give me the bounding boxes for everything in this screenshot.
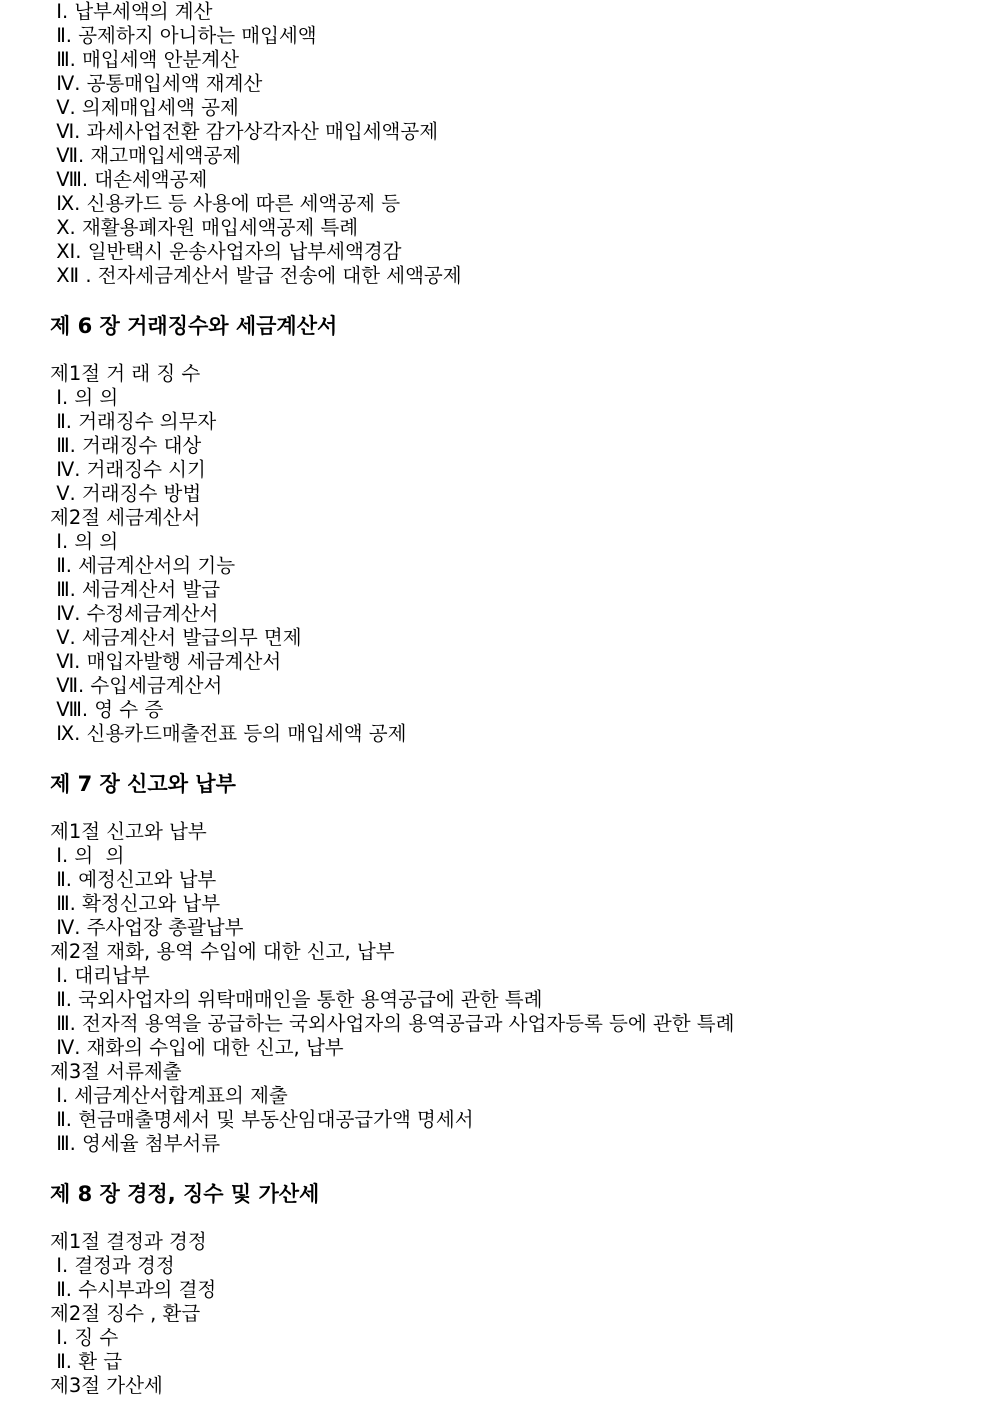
list-item: Ⅰ. 결정과 경정 <box>50 1254 175 1277</box>
section-heading: 제3절 가산세 <box>50 1374 163 1397</box>
list-item: Ⅱ. 수시부과의 결정 <box>50 1278 217 1301</box>
list-item: Ⅱ. 환 급 <box>50 1350 123 1373</box>
list-item: Ⅷ. 대손세액공제 <box>50 168 208 191</box>
list-item: Ⅲ. 전자적 용역을 공급하는 국외사업자의 용역공급과 사업자등록 등에 관한 특례 <box>50 1012 735 1035</box>
list-item: Ⅰ. 세금계산서합계표의 제출 <box>50 1084 288 1107</box>
section-heading: 제2절 징수 , 환급 <box>50 1302 201 1325</box>
list-item: Ⅴ. 거래징수 방법 <box>50 482 202 505</box>
section-heading: 제1절 신고와 납부 <box>50 820 207 843</box>
list-item: Ⅰ. 징 수 <box>50 1326 119 1349</box>
list-item: Ⅳ. 거래징수 시기 <box>50 458 206 481</box>
list-item: Ⅹ. 재활용폐자원 매입세액공제 특례 <box>50 216 359 239</box>
list-item: Ⅲ. 세금계산서 발급 <box>50 578 221 601</box>
chapter-6-section <box>50 313 970 746</box>
list-item: Ⅳ. 공통매입세액 재계산 <box>50 72 263 95</box>
section-heading: 제1절 거 래 징 수 <box>50 362 201 385</box>
list-item: Ⅰ. 의 의 <box>50 844 125 867</box>
chapter-7-section <box>50 771 970 1156</box>
list-item: Ⅵ. 과세사업전환 감가상각자산 매입세액공제 <box>50 120 439 143</box>
list-item: Ⅱ. 현금매출명세서 및 부동산임대공급가액 명세서 <box>50 1108 474 1131</box>
chapter-8-heading: 제 8 장 경정, 징수 및 가산세 <box>50 1182 320 1206</box>
list-item: Ⅷ. 영 수 증 <box>50 698 164 721</box>
list-item: Ⅸ. 신용카드매출전표 등의 매입세액 공제 <box>50 722 407 745</box>
table-of-contents <box>50 0 970 1398</box>
chapter-7-heading: 제 7 장 신고와 납부 <box>50 772 236 796</box>
list-item: Ⅴ. 의제매입세액 공제 <box>50 96 239 119</box>
list-item: Ⅲ. 영세율 첨부서류 <box>50 1132 221 1155</box>
list-item: Ⅰ. 의 의 <box>50 530 119 553</box>
chapter-6-heading: 제 6 장 거래징수와 세금계산서 <box>50 314 338 338</box>
list-item: Ⅰ. 대리납부 <box>50 964 150 987</box>
list-item: Ⅲ. 거래징수 대상 <box>50 434 202 457</box>
list-item: Ⅶ. 재고매입세액공제 <box>50 144 242 167</box>
list-item: Ⅶ. 수입세금계산서 <box>50 674 223 697</box>
section-heading: 제1절 결정과 경정 <box>50 1230 207 1253</box>
list-item: Ⅱ. 국외사업자의 위탁매매인을 통한 용역공급에 관한 특례 <box>50 988 543 1011</box>
list-item: Ⅳ. 수정세금계산서 <box>50 602 219 625</box>
list-item: Ⅰ. 납부세액의 계산 <box>50 0 213 23</box>
list-item: Ⅱ. 거래징수 의무자 <box>50 410 217 433</box>
list-item: Ⅸ. 신용카드 등 사용에 따른 세액공제 등 <box>50 192 401 215</box>
chapter-8-section <box>50 1181 970 1398</box>
list-item: ⅩⅠ. 일반택시 운송사업자의 납부세액경감 <box>50 240 402 263</box>
list-item: Ⅵ. 매입자발행 세금계산서 <box>50 650 282 673</box>
section-heading: 제3절 서류제출 <box>50 1060 182 1083</box>
list-item: Ⅴ. 세금계산서 발급의무 면제 <box>50 626 302 649</box>
list-item: Ⅱ. 예정신고와 납부 <box>50 868 217 891</box>
list-item: Ⅲ. 확정신고와 납부 <box>50 892 221 915</box>
list-item: Ⅱ. 세금계산서의 기능 <box>50 554 236 577</box>
list-item: Ⅱ. 공제하지 아니하는 매입세액 <box>50 24 317 47</box>
list-item: ⅩⅡ . 전자세금계산서 발급 전송에 대한 세액공제 <box>50 264 462 287</box>
list-item: Ⅲ. 매입세액 안분계산 <box>50 48 239 71</box>
list-item: Ⅳ. 주사업장 총괄납부 <box>50 916 244 939</box>
section-heading: 제2절 세금계산서 <box>50 506 201 529</box>
section-heading: 제2절 재화, 용역 수입에 대한 신고, 납부 <box>50 940 395 963</box>
list-item: Ⅰ. 의 의 <box>50 386 119 409</box>
top-item-list <box>50 0 970 288</box>
list-item: Ⅳ. 재화의 수입에 대한 신고, 납부 <box>50 1036 344 1059</box>
